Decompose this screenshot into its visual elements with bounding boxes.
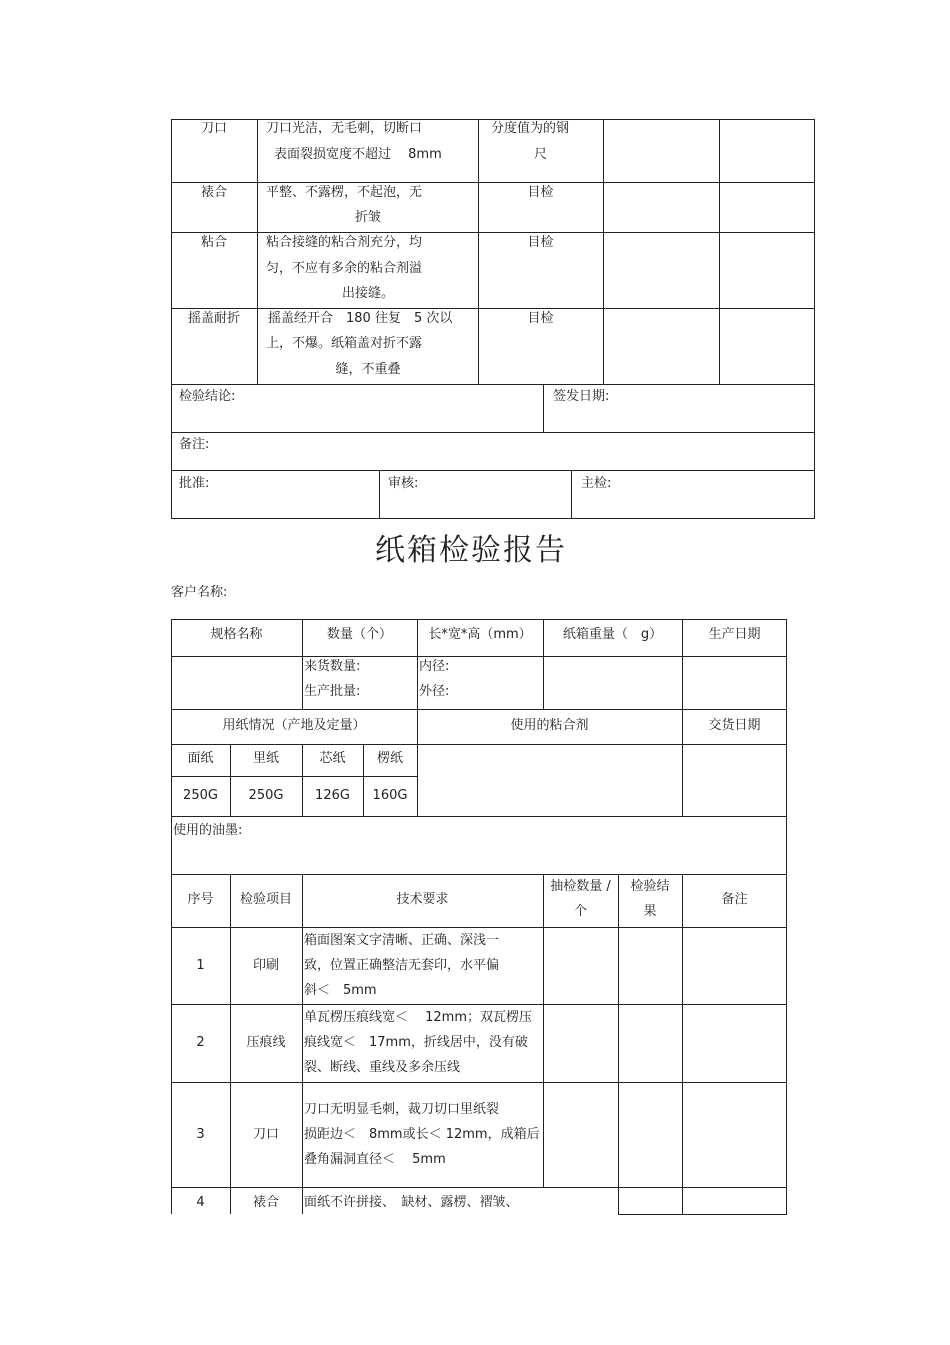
header-production-date: 生产日期 [708, 627, 761, 642]
col-sample-qty: 个 [573, 904, 587, 919]
inner-diameter-label: 内径: [419, 659, 450, 674]
row-req-line: 缝，不重叠 [335, 362, 401, 377]
outer-diameter-label: 外径: [419, 684, 450, 699]
row-req-line: 出接缝。 [341, 286, 394, 301]
row-no: 4 [196, 1195, 205, 1210]
row-req-line: 损距边＜ 8mm或长＜ 12mm，成箱后 [304, 1127, 540, 1142]
row-item: 粘合 [200, 235, 227, 250]
header-dimensions: 长*宽*高（mm） [428, 627, 532, 642]
ink-label: 使用的油墨: [173, 823, 243, 838]
row-item: 印刷 [252, 958, 279, 973]
row-req-line: 叠角漏洞直径＜ 5mm [304, 1152, 446, 1167]
col-result: 检验结 [630, 879, 670, 894]
col-item: 检验项目 [239, 892, 292, 907]
row-method: 分度值为的钢 [491, 121, 570, 136]
row-req-line: 致，位置正确整洁无套印，水平偏 [304, 958, 500, 973]
row-method: 目检 [527, 185, 554, 200]
review-label: 审核: [388, 476, 419, 491]
paper-weight-flute: 160G [372, 788, 408, 803]
row-no: 3 [196, 1127, 205, 1142]
col-no: 序号 [187, 892, 214, 907]
paper-usage-label: 用纸情况（产地及定量） [222, 718, 366, 733]
row-item: 摇盖耐折 [187, 311, 240, 326]
row-req-line: 裂、断线、重线及多余压线 [304, 1060, 461, 1075]
row-no: 2 [196, 1035, 205, 1050]
row-item: 裱合 [200, 185, 227, 200]
row-no: 1 [196, 958, 205, 973]
row-req-line: 箱面图案文字清晰、正确、深浅一 [304, 933, 500, 948]
row-req-line: 刀口无明显毛刺，裁刀切口里纸裂 [304, 1102, 500, 1117]
header-spec-name: 规格名称 [210, 627, 263, 642]
row-method: 目检 [527, 311, 554, 326]
delivery-date-label: 交货日期 [708, 718, 761, 733]
col-remark: 备注 [721, 892, 748, 907]
conclusion-label: 检验结论: [179, 389, 236, 404]
header-weight: 纸箱重量（ g） [562, 627, 663, 642]
col-sample-qty: 抽检数量 / [550, 879, 611, 894]
row-req-line: 匀，不应有多余的粘合剂溢 [266, 261, 423, 276]
row-method: 尺 [533, 147, 547, 162]
paper-weight-liner: 250G [248, 788, 284, 803]
issue-date-label: 签发日期: [553, 389, 610, 404]
approve-label: 批准: [179, 476, 210, 491]
col-result: 果 [643, 904, 657, 919]
report-title: 纸箱检验报告 [375, 533, 567, 568]
row-req-line: 平整、不露楞，不起泡，无 [266, 185, 423, 200]
row-req-line: 痕线宽＜ 17mm，折线居中，没有破 [304, 1035, 528, 1050]
production-batch-label: 生产批量: [304, 684, 361, 699]
adhesive-label: 使用的粘合剂 [510, 718, 589, 733]
row-req-line: 粘合接缝的粘合剂充分，均 [266, 235, 423, 250]
row-req-line: 刀口光洁，无毛刺，切断口 [266, 121, 423, 136]
paper-type-liner: 里纸 [252, 751, 279, 766]
chief-inspector-label: 主检: [581, 476, 612, 491]
header-quantity: 数量（个） [326, 627, 392, 642]
paper-type-face: 面纸 [187, 751, 214, 766]
paper-weight-core: 126G [315, 788, 350, 803]
row-item: 压痕线 [246, 1035, 286, 1050]
row-req-line: 表面裂损宽度不超过 8mm [274, 147, 442, 162]
row-req-line: 单瓦楞压痕线宽＜ 12mm；双瓦楞压 [304, 1010, 533, 1025]
row-item: 刀口 [200, 121, 227, 136]
row-req-line: 摇盖经开合 180 往复 5 次以 [268, 311, 453, 326]
remarks-label: 备注: [179, 437, 210, 452]
row-item: 裱合 [252, 1195, 279, 1210]
col-requirement: 技术要求 [396, 892, 449, 907]
paper-type-core: 芯纸 [319, 751, 346, 766]
row-req-line: 斜＜ 5mm [304, 983, 377, 998]
row-method: 目检 [527, 235, 554, 250]
paper-weight-face: 250G [183, 788, 218, 803]
row-item: 刀口 [252, 1127, 279, 1142]
row-req-line: 折皱 [354, 210, 381, 225]
row-req-line: 面纸不许拼接、 缺材、露楞、褶皱、 [304, 1195, 519, 1210]
customer-label: 客户名称: [171, 585, 228, 600]
paper-type-flute: 楞纸 [376, 751, 403, 766]
incoming-qty-label: 来货数量: [304, 659, 361, 674]
row-req-line: 上，不爆。纸箱盖对折不露 [266, 336, 423, 351]
